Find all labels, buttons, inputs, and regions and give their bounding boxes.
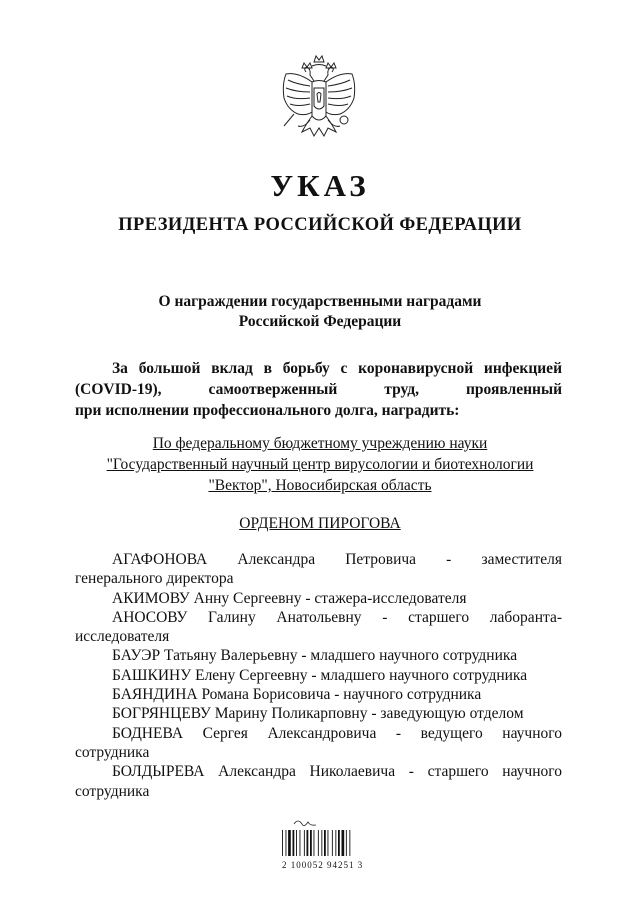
barcode-bar	[321, 830, 322, 856]
barcode-bar	[286, 830, 287, 856]
organization-line: По федеральному бюджетному учреждению науки	[152, 435, 488, 452]
decree-subject	[0, 292, 640, 332]
barcode-bar	[324, 830, 326, 856]
recipient-line: АГАФОНОВА Александра Петровича - заместителя	[112, 551, 562, 568]
barcode-bar	[328, 830, 329, 856]
recipient-entry	[75, 589, 562, 608]
barcode-bar	[318, 830, 319, 856]
barcode-bars	[282, 830, 350, 856]
signature-scribble	[294, 821, 316, 826]
decree-preamble	[75, 358, 562, 421]
decree-title: УКАЗ	[270, 168, 370, 203]
recipient-line: БОЛДЫРЕВА Александра Николаевича - старшего научного	[112, 763, 562, 781]
preamble-line: (COVID-19), самоотверженный труд, проявленный	[75, 381, 562, 398]
barcode-bar	[282, 830, 283, 856]
barcode-bar	[310, 830, 312, 856]
recipient-line: БОГРЯНЦЕВУ Марину Поликарповну - заведующую отделом	[112, 705, 524, 723]
barcode-bar	[304, 830, 305, 856]
barcode-bar	[300, 830, 301, 856]
organization-line: "Вектор", Новосибирская область	[208, 477, 432, 494]
barcode-bar	[288, 830, 291, 856]
recipient-line-continued: исследователя	[75, 628, 170, 646]
recipient-list	[75, 550, 562, 801]
subject-line: О награждении государственными наградами	[158, 293, 482, 310]
recipient-line: БАШКИНУ Елену Сергеевну - младшего научного сотрудника	[112, 666, 528, 684]
recipient-entry	[75, 666, 562, 685]
barcode-bar	[346, 830, 347, 856]
preamble-line: За большой вклад в борьбу с коронавирусной инфекцией	[112, 360, 562, 377]
recipient-entry	[75, 724, 562, 763]
recipient-entry	[75, 704, 562, 723]
recipient-entry	[75, 608, 562, 647]
recipient-entry	[75, 685, 562, 704]
recipient-entry	[75, 646, 562, 665]
recipient-line: АКИМОВУ Анну Сергеевну - стажера-исследователя	[112, 589, 467, 607]
barcode-bar	[342, 830, 345, 856]
organization-line: "Государственный научный центр вирусологии и биотехнологии	[106, 456, 534, 473]
award-heading: ОРДЕНОМ ПИРОГОВА	[239, 515, 401, 532]
barcode-number: 2 100052 94251 3	[282, 860, 364, 870]
recipient-line: БАУЭР Татьяну Валерьевну - младшего научного сотрудника	[112, 647, 518, 665]
barcode-bar	[338, 830, 340, 856]
coat-of-arms-emblem	[276, 54, 362, 158]
recipient-line: БОДНЕВА Сергея Александровича - ведущего научного	[112, 724, 562, 742]
barcode-bar	[349, 830, 350, 856]
subject-line: Российской Федерации	[238, 313, 402, 330]
recipient-entry	[75, 550, 562, 589]
barcode-bar	[307, 830, 309, 856]
preamble-line: при исполнении профессионального долга, наградить:	[75, 402, 460, 419]
recipient-line: БАЯНДИНА Романа Борисовича - научного сотрудника	[112, 686, 482, 704]
barcode-bar	[296, 830, 297, 856]
barcode-bar	[314, 830, 315, 856]
recipient-line-continued: генерального директора	[75, 570, 234, 588]
decree-subtitle: ПРЕЗИДЕНТА РОССИЙСКОЙ ФЕДЕРАЦИИ	[118, 215, 522, 235]
recipient-line: АНОСОВУ Галину Анатольевну - старшего лаборанта-	[112, 608, 562, 626]
recipient-line-continued: сотрудника	[75, 743, 150, 761]
barcode-bar	[332, 830, 333, 856]
recipient-line-continued: сотрудника	[75, 782, 150, 800]
recipient-entry	[75, 762, 562, 801]
barcode-bar	[293, 830, 295, 856]
organization-heading	[0, 433, 640, 496]
barcode-bar	[335, 830, 336, 856]
